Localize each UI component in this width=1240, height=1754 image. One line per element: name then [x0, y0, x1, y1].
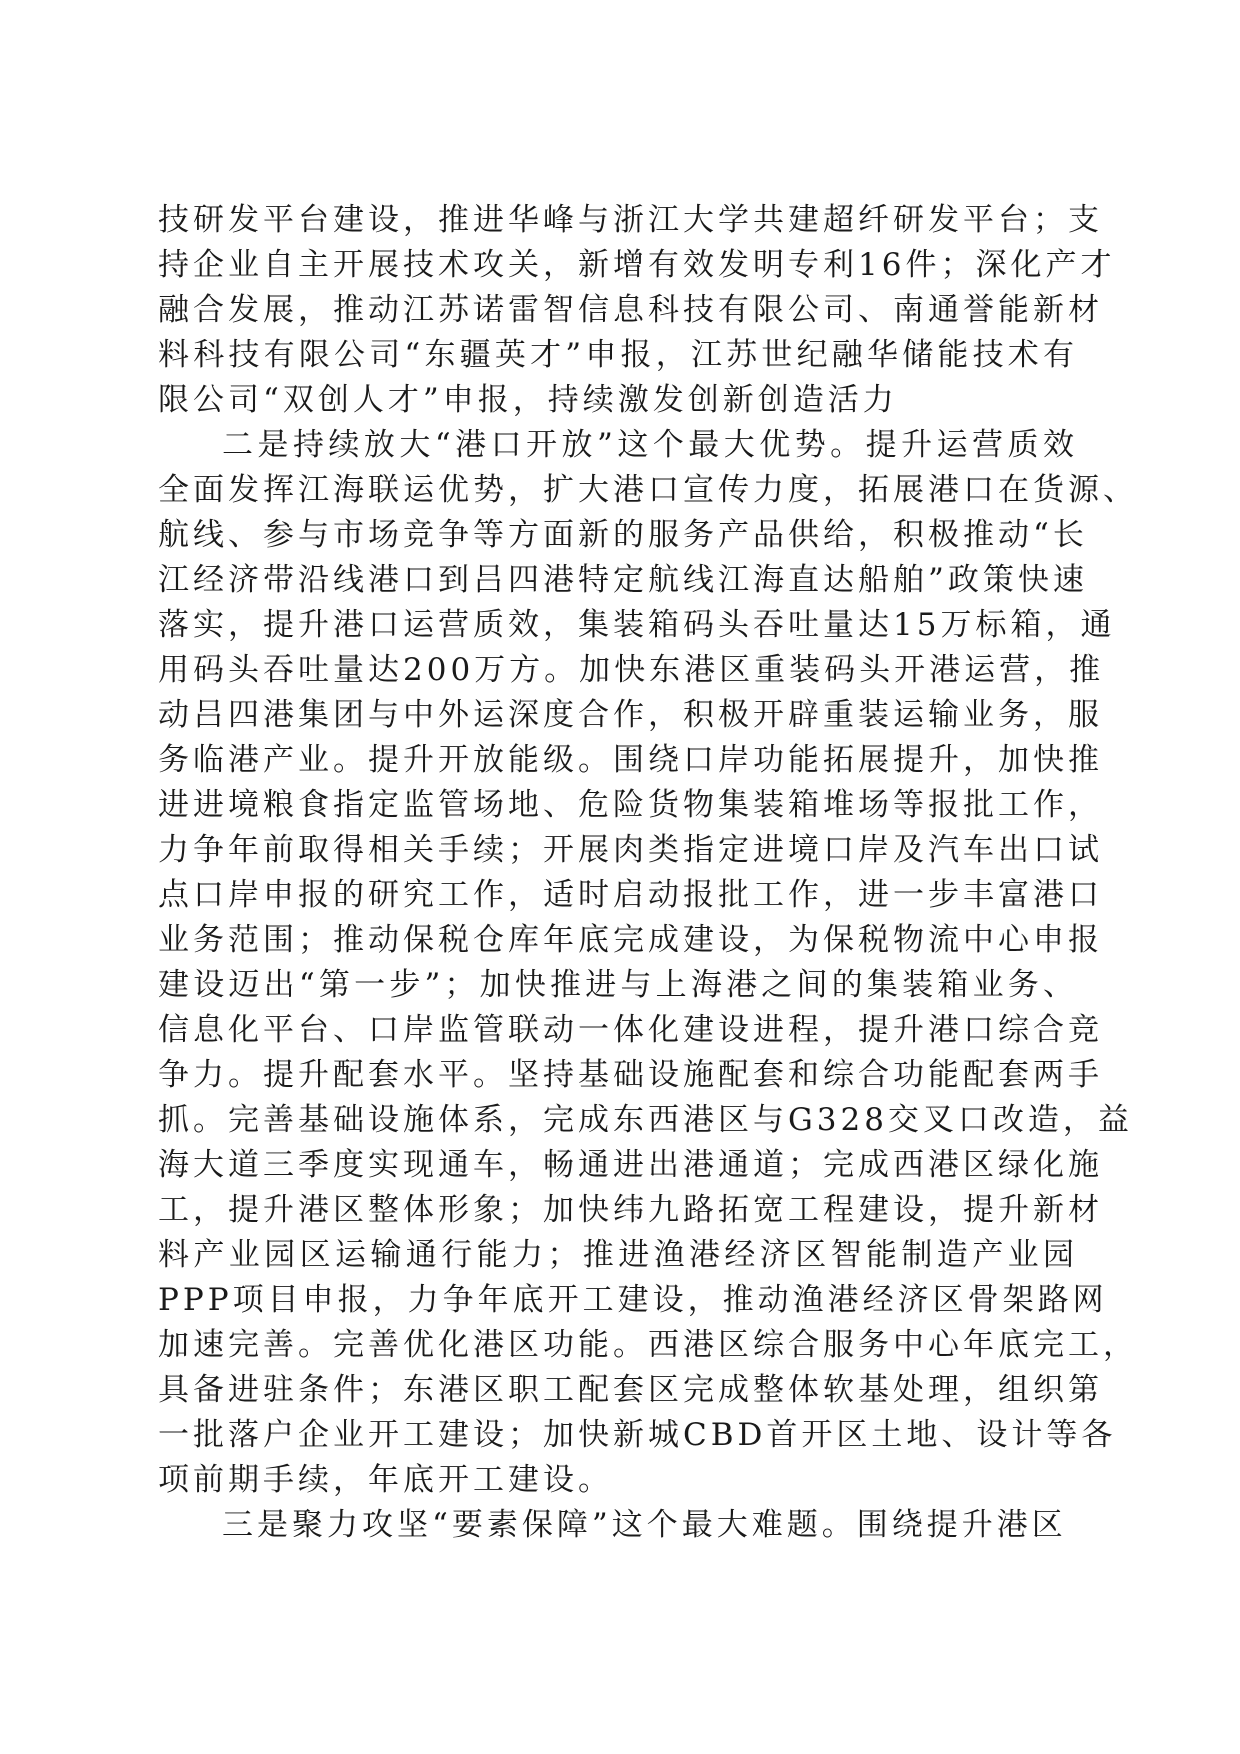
body-text	[158, 198, 1138, 1548]
paragraph-start-line: 二是持续放大“港口开放”这个最大优势。提升运营质效	[222, 427, 1078, 463]
text-line: 融合发展，推动江苏诺雷智信息科技有限公司、南通誉能新材	[158, 292, 1103, 328]
paragraph-start-line: 三是聚力攻坚“要素保障”这个最大难题。围绕提升港区	[222, 1507, 1067, 1543]
text-line: 全面发挥江海联运优势，扩大港口宣传力度，拓展港口在货源、	[158, 472, 1138, 508]
text-line: 持企业自主开展技术攻关，新增有效发明专利16件；深化产才	[158, 247, 1116, 283]
text-line: 海大道三季度实现通车，畅通进出港通道；完成西港区绿化施	[158, 1147, 1103, 1183]
text-line: 工，提升港区整体形象；加快纬九路拓宽工程建设，提升新材	[158, 1192, 1103, 1228]
text-line: 建设迈出“第一步”；加快推进与上海港之间的集装箱业务、	[158, 967, 1078, 1003]
text-line: 用码头吞吐量达200万方。加快东港区重装码头开港运营，推	[158, 652, 1105, 688]
text-line: 具备进驻条件；东港区职工配套区完成整体软基处理，组织第	[158, 1372, 1103, 1408]
text-line: 加速完善。完善优化港区功能。西港区综合服务中心年底完工，	[158, 1327, 1138, 1363]
text-line: 料科技有限公司“东疆英才”申报，江苏世纪融华储能技术有	[158, 337, 1078, 373]
text-line: 信息化平台、口岸监管联动一体化建设进程，提升港口综合竞	[158, 1012, 1103, 1048]
text-line: 落实，提升港口运营质效，集装箱码头吞吐量达15万标箱，通	[158, 607, 1116, 643]
text-line: 力争年前取得相关手续；开展肉类指定进境口岸及汽车出口试	[158, 832, 1103, 868]
text-line: 进进境粮食指定监管场地、危险货物集装箱堆场等报批工作，	[158, 787, 1103, 823]
text-line: 技研发平台建设，推进华峰与浙江大学共建超纤研发平台；支	[158, 202, 1103, 238]
text-line: 料产业园区运输通行能力；推进渔港经济区智能制造产业园	[158, 1237, 1078, 1273]
text-line: 点口岸申报的研究工作，适时启动报批工作，进一步丰富港口	[158, 877, 1103, 913]
text-line: 争力。提升配套水平。坚持基础设施配套和综合功能配套两手	[158, 1057, 1103, 1093]
text-line: 动吕四港集团与中外运深度合作，积极开辟重装运输业务，服	[158, 697, 1103, 733]
text-line: 限公司“双创人才”申报，持续激发创新创造活力	[158, 382, 898, 418]
text-line: 业务范围；推动保税仓库年底完成建设，为保税物流中心申报	[158, 922, 1103, 958]
text-line: PPP项目申报，力争年底开工建设，推动渔港经济区骨架路网	[158, 1282, 1108, 1318]
text-line: 抓。完善基础设施体系，完成东西港区与G328交叉口改造，益	[158, 1102, 1133, 1138]
text-line: 江经济带沿线港口到吕四港特定航线江海直达船舶”政策快速	[158, 562, 1088, 598]
text-line: 项前期手续，年底开工建设。	[158, 1462, 613, 1498]
text-line: 一批落户企业开工建设；加快新城CBD首开区土地、设计等各	[158, 1417, 1117, 1453]
text-line: 航线、参与市场竞争等方面新的服务产品供给，积极推动“长	[158, 517, 1088, 553]
text-line: 务临港产业。提升开放能级。围绕口岸功能拓展提升，加快推	[158, 742, 1103, 778]
